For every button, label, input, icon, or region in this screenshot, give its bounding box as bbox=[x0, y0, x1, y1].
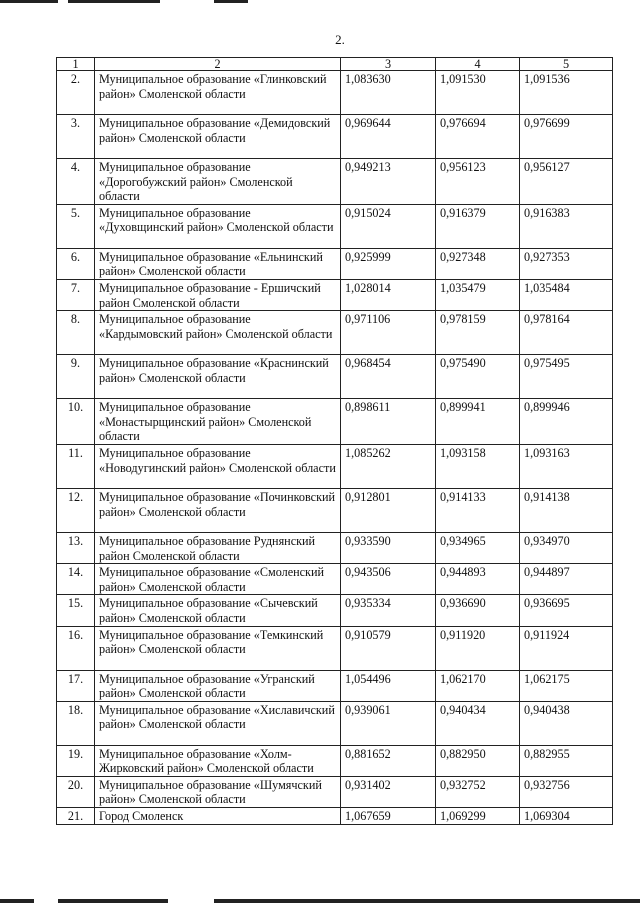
value-col-3: 0,915024 bbox=[341, 204, 436, 248]
value-col-4: 0,940434 bbox=[436, 701, 520, 745]
municipality-name: Муниципальное образование «Холм-Жирковский район» Смоленской области bbox=[95, 745, 341, 776]
municipality-name: Муниципальное образование «Дорогобужский район» Смоленской области bbox=[95, 159, 341, 205]
value-col-5: 0,882955 bbox=[520, 745, 613, 776]
value-col-3: 0,949213 bbox=[341, 159, 436, 205]
municipality-name: Муниципальное образование «Демидовский район» Смоленской области bbox=[95, 115, 341, 159]
value-col-5: 0,932756 bbox=[520, 776, 613, 807]
value-col-4: 0,944893 bbox=[436, 564, 520, 595]
row-number: 4. bbox=[57, 159, 95, 205]
value-col-3: 0,939061 bbox=[341, 701, 436, 745]
municipality-name: Муниципальное образование «Краснинский район» Смоленской области bbox=[95, 355, 341, 399]
municipality-name: Муниципальное образование «Кардымовский район» Смоленской области bbox=[95, 311, 341, 355]
row-number: 10. bbox=[57, 399, 95, 445]
value-col-5: 0,978164 bbox=[520, 311, 613, 355]
value-col-5: 0,914138 bbox=[520, 488, 613, 532]
value-col-4: 0,936690 bbox=[436, 595, 520, 626]
municipality-name: Муниципальное образование «Ельнинский район» Смоленской области bbox=[95, 248, 341, 279]
table-row bbox=[57, 564, 613, 595]
table-row bbox=[57, 159, 613, 205]
page-number: 2. bbox=[335, 32, 345, 47]
value-col-4: 1,091530 bbox=[436, 71, 520, 115]
municipality-name: Муниципальное образование «Хиславичский район» Смоленской области bbox=[95, 701, 341, 745]
municipality-name: Муниципальное образование «Новодугинский район» Смоленской области bbox=[95, 444, 341, 488]
value-col-4: 0,927348 bbox=[436, 248, 520, 279]
column-header: 2 bbox=[95, 58, 341, 71]
value-col-4: 1,035479 bbox=[436, 279, 520, 310]
table-row bbox=[57, 444, 613, 488]
value-col-3: 1,054496 bbox=[341, 670, 436, 701]
table-row bbox=[57, 204, 613, 248]
municipality-name: Город Смоленск bbox=[95, 808, 341, 825]
value-col-5: 1,062175 bbox=[520, 670, 613, 701]
value-col-3: 1,083630 bbox=[341, 71, 436, 115]
value-col-4: 0,975490 bbox=[436, 355, 520, 399]
value-col-5: 0,975495 bbox=[520, 355, 613, 399]
municipality-name: Муниципальное образование «Починковский район» Смоленской области bbox=[95, 488, 341, 532]
value-col-3: 1,085262 bbox=[341, 444, 436, 488]
table-row bbox=[57, 776, 613, 807]
value-col-4: 0,914133 bbox=[436, 488, 520, 532]
row-number: 13. bbox=[57, 532, 95, 563]
value-col-4: 0,899941 bbox=[436, 399, 520, 445]
municipality-name: Муниципальное образование «Шумячский район» Смоленской области bbox=[95, 776, 341, 807]
row-number: 8. bbox=[57, 311, 95, 355]
table-row bbox=[57, 670, 613, 701]
row-number: 9. bbox=[57, 355, 95, 399]
value-col-5: 0,934970 bbox=[520, 532, 613, 563]
table-row bbox=[57, 808, 613, 825]
municipality-name: Муниципальное образование «Сычевский район» Смоленской области bbox=[95, 595, 341, 626]
value-col-5: 0,976699 bbox=[520, 115, 613, 159]
value-col-5: 0,927353 bbox=[520, 248, 613, 279]
value-col-5: 1,035484 bbox=[520, 279, 613, 310]
value-col-4: 0,976694 bbox=[436, 115, 520, 159]
value-col-5: 1,091536 bbox=[520, 71, 613, 115]
value-col-3: 0,969644 bbox=[341, 115, 436, 159]
column-header: 4 bbox=[436, 58, 520, 71]
value-col-4: 1,093158 bbox=[436, 444, 520, 488]
value-col-3: 0,912801 bbox=[341, 488, 436, 532]
value-col-4: 0,932752 bbox=[436, 776, 520, 807]
table-row bbox=[57, 311, 613, 355]
value-col-3: 0,925999 bbox=[341, 248, 436, 279]
row-number: 5. bbox=[57, 204, 95, 248]
row-number: 14. bbox=[57, 564, 95, 595]
value-col-3: 0,968454 bbox=[341, 355, 436, 399]
municipality-name: Муниципальное образование «Монастырщинский район» Смоленской области bbox=[95, 399, 341, 445]
value-col-5: 0,936695 bbox=[520, 595, 613, 626]
table-row bbox=[57, 71, 613, 115]
table-row bbox=[57, 248, 613, 279]
value-col-3: 1,028014 bbox=[341, 279, 436, 310]
row-number: 17. bbox=[57, 670, 95, 701]
municipality-name: Муниципальное образование «Глинковский район» Смоленской области bbox=[95, 71, 341, 115]
row-number: 20. bbox=[57, 776, 95, 807]
value-col-4: 0,911920 bbox=[436, 626, 520, 670]
table-row bbox=[57, 488, 613, 532]
row-number: 7. bbox=[57, 279, 95, 310]
row-number: 18. bbox=[57, 701, 95, 745]
column-header: 3 bbox=[341, 58, 436, 71]
table-row bbox=[57, 532, 613, 563]
value-col-3: 0,933590 bbox=[341, 532, 436, 563]
value-col-3: 0,971106 bbox=[341, 311, 436, 355]
table-header-row bbox=[57, 58, 613, 71]
row-number: 2. bbox=[57, 71, 95, 115]
value-col-3: 0,910579 bbox=[341, 626, 436, 670]
municipality-name: Муниципальное образование «Духовщинский район» Смоленской области bbox=[95, 204, 341, 248]
table-row bbox=[57, 745, 613, 776]
row-number: 11. bbox=[57, 444, 95, 488]
value-col-3: 0,943506 bbox=[341, 564, 436, 595]
municipality-name: Муниципальное образование «Угранский район» Смоленской области bbox=[95, 670, 341, 701]
table-row bbox=[57, 701, 613, 745]
column-header: 5 bbox=[520, 58, 613, 71]
value-col-4: 1,069299 bbox=[436, 808, 520, 825]
scan-top-edge bbox=[0, 0, 640, 3]
row-number: 3. bbox=[57, 115, 95, 159]
value-col-3: 0,931402 bbox=[341, 776, 436, 807]
municipality-name: Муниципальное образование Руднянский район Смоленской области bbox=[95, 532, 341, 563]
row-number: 19. bbox=[57, 745, 95, 776]
value-col-3: 0,898611 bbox=[341, 399, 436, 445]
table-row bbox=[57, 279, 613, 310]
value-col-4: 0,934965 bbox=[436, 532, 520, 563]
coefficients-table bbox=[56, 57, 613, 825]
row-number: 15. bbox=[57, 595, 95, 626]
value-col-5: 0,956127 bbox=[520, 159, 613, 205]
row-number: 16. bbox=[57, 626, 95, 670]
value-col-5: 0,916383 bbox=[520, 204, 613, 248]
municipality-name: Муниципальное образование «Смоленский район» Смоленской области bbox=[95, 564, 341, 595]
municipality-name: Муниципальное образование - Ершичский район Смоленской области bbox=[95, 279, 341, 310]
value-col-4: 0,916379 bbox=[436, 204, 520, 248]
value-col-4: 0,978159 bbox=[436, 311, 520, 355]
value-col-3: 1,067659 bbox=[341, 808, 436, 825]
scan-bottom-edge bbox=[0, 899, 640, 903]
table-row bbox=[57, 355, 613, 399]
row-number: 12. bbox=[57, 488, 95, 532]
table-row bbox=[57, 626, 613, 670]
table-row bbox=[57, 595, 613, 626]
value-col-5: 0,911924 bbox=[520, 626, 613, 670]
value-col-5: 1,069304 bbox=[520, 808, 613, 825]
value-col-4: 1,062170 bbox=[436, 670, 520, 701]
municipality-name: Муниципальное образование «Темкинский район» Смоленской области bbox=[95, 626, 341, 670]
value-col-5: 0,944897 bbox=[520, 564, 613, 595]
value-col-5: 0,899946 bbox=[520, 399, 613, 445]
row-number: 6. bbox=[57, 248, 95, 279]
value-col-4: 0,882950 bbox=[436, 745, 520, 776]
value-col-3: 0,935334 bbox=[341, 595, 436, 626]
column-header: 1 bbox=[57, 58, 95, 71]
table-row bbox=[57, 115, 613, 159]
value-col-3: 0,881652 bbox=[341, 745, 436, 776]
value-col-5: 0,940438 bbox=[520, 701, 613, 745]
row-number: 21. bbox=[57, 808, 95, 825]
value-col-5: 1,093163 bbox=[520, 444, 613, 488]
table-row bbox=[57, 399, 613, 445]
value-col-4: 0,956123 bbox=[436, 159, 520, 205]
